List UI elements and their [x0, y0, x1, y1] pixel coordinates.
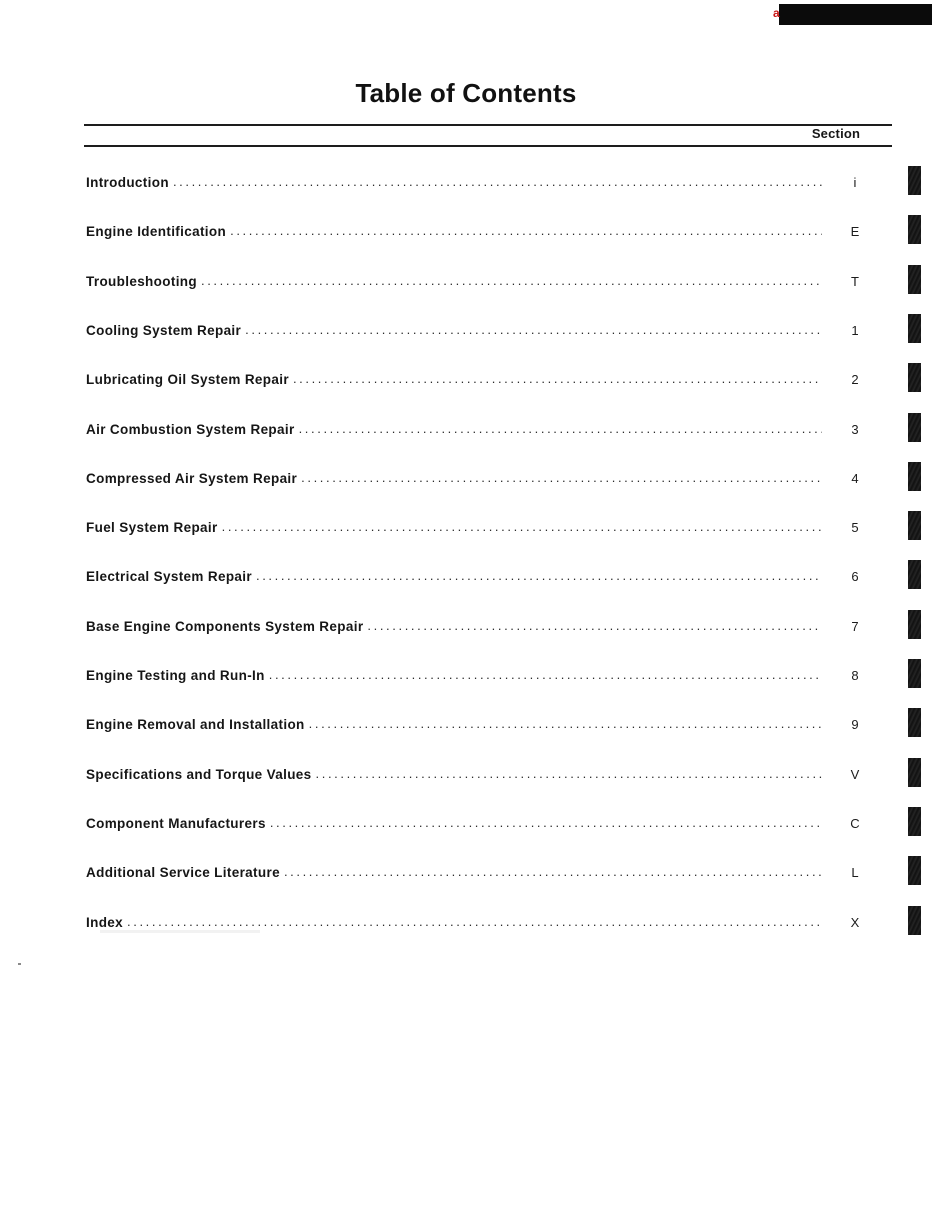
toc-dot-leader — [299, 421, 822, 436]
toc-entry-label: Lubricating Oil System Repair — [86, 372, 289, 388]
header-rule-bottom — [84, 145, 892, 147]
thumb-index-tab — [908, 758, 921, 787]
thumb-index-tab — [908, 560, 921, 589]
thumb-index-tab — [908, 265, 921, 294]
toc-entry-section: 8 — [851, 668, 859, 683]
thumb-index-tab — [908, 708, 921, 737]
toc-row[interactable] — [86, 372, 886, 392]
thumb-index-tab — [908, 807, 921, 836]
toc-dot-leader — [293, 371, 822, 386]
header-rule-top — [84, 124, 892, 126]
toc-entry-section: 5 — [851, 520, 859, 536]
toc-entry-label: Electrical System Repair — [86, 569, 252, 585]
toc-dot-leader — [301, 470, 822, 485]
toc-dot-leader — [230, 223, 822, 238]
page-title: Table of Contents — [355, 78, 577, 108]
toc-row[interactable] — [86, 175, 886, 195]
toc-entry-section: T — [851, 273, 859, 289]
toc-entry-label: Specifications and Torque Values — [86, 766, 312, 782]
toc-row[interactable] — [86, 717, 886, 737]
section-column-header: Section — [811, 126, 861, 141]
toc-entry-section: E — [850, 224, 860, 240]
thumb-index-tab — [908, 166, 921, 195]
toc-row[interactable] — [86, 619, 886, 639]
toc-row[interactable] — [86, 569, 886, 589]
thumb-index-tab — [908, 462, 921, 491]
toc-dot-leader — [256, 568, 822, 583]
thumb-index-tab — [908, 314, 921, 343]
toc-entry-label: Engine Removal and Installation — [86, 717, 305, 733]
toc-entry-section: 7 — [851, 618, 859, 634]
scan-red-mark: a — [773, 7, 780, 20]
scan-black-bar — [779, 4, 932, 25]
toc-entry-label: Cooling System Repair — [86, 322, 242, 338]
thumb-index-tab — [908, 363, 921, 392]
toc-row[interactable] — [86, 915, 886, 935]
toc-entry-section: X — [850, 914, 860, 930]
toc-entry-label: Compressed Air System Repair — [86, 470, 298, 486]
toc-entry-section: 9 — [851, 717, 859, 733]
toc-dot-leader — [201, 273, 822, 288]
toc-row[interactable] — [86, 767, 886, 787]
toc-entry-section: 4 — [851, 470, 859, 486]
toc-dot-leader — [309, 716, 822, 731]
toc-dot-leader — [173, 174, 822, 189]
toc-row[interactable] — [86, 471, 886, 491]
toc-entry-section: 3 — [851, 421, 859, 437]
thumb-index-tab — [908, 659, 921, 688]
toc-entry-label: Engine Testing and Run-In — [86, 668, 265, 683]
toc-entry-section: 1 — [851, 322, 859, 338]
toc-entry-label: Engine Identification — [86, 224, 227, 240]
toc-dot-leader — [367, 618, 822, 633]
toc-row[interactable] — [86, 224, 886, 244]
toc-entry-label: Additional Service Literature — [86, 865, 280, 881]
toc-entry-section: L — [851, 865, 859, 881]
toc-dot-leader — [284, 864, 822, 879]
toc-row[interactable] — [86, 865, 886, 885]
toc-dot-leader — [127, 914, 822, 929]
toc-entry-section: i — [853, 175, 857, 190]
thumb-index-tab — [908, 610, 921, 639]
toc-entry-section: C — [850, 815, 860, 831]
toc-entry-label: Introduction — [86, 175, 169, 190]
toc-entry-label: Component Manufacturers — [86, 815, 266, 831]
toc-entry-label: Index — [86, 914, 124, 930]
scan-speck-lower — [18, 963, 21, 965]
toc-entry-label: Base Engine Components System Repair — [86, 618, 364, 634]
toc-row[interactable] — [86, 323, 886, 343]
toc-dot-leader — [270, 815, 822, 830]
toc-row[interactable] — [86, 422, 886, 442]
thumb-index-tab — [908, 906, 921, 935]
toc-dot-leader — [245, 322, 822, 337]
toc-entry-section: V — [850, 766, 860, 782]
toc-entry-label: Fuel System Repair — [86, 520, 218, 536]
toc-dot-leader — [269, 667, 822, 682]
toc-entry-label: Air Combustion System Repair — [86, 421, 295, 437]
toc-row[interactable] — [86, 274, 886, 294]
toc-row[interactable] — [86, 520, 886, 540]
thumb-index-tab — [908, 413, 921, 442]
toc-entry-section: 2 — [851, 372, 859, 388]
thumb-index-tab — [908, 215, 921, 244]
toc-row[interactable] — [86, 668, 886, 688]
toc-dot-leader — [222, 519, 822, 534]
toc-entry-label: Troubleshooting — [86, 273, 197, 289]
toc-entry-section: 6 — [851, 569, 859, 585]
toc-dot-leader — [316, 766, 822, 781]
thumb-index-tab — [908, 856, 921, 885]
thumb-index-tab — [908, 511, 921, 540]
toc-row[interactable] — [86, 816, 886, 836]
